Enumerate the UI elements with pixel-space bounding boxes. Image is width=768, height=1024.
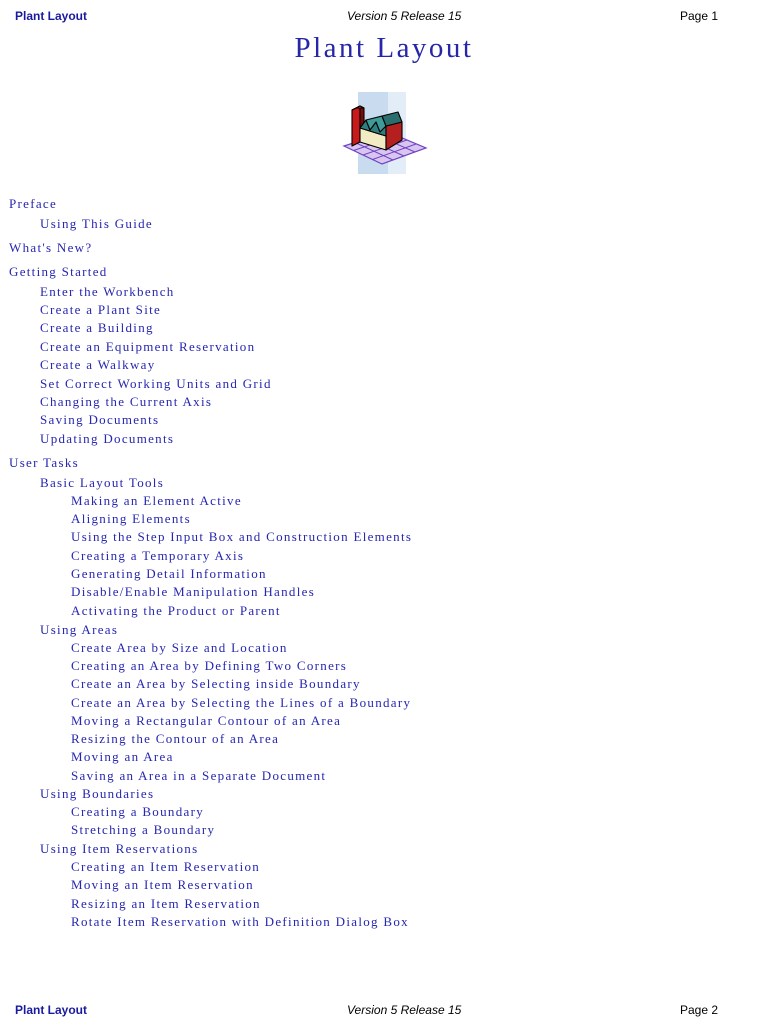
toc-link[interactable]: Moving a Rectangular Contour of an Area <box>71 713 342 728</box>
toc-link[interactable]: Aligning Elements <box>71 511 191 526</box>
toc-link[interactable]: Using Item Reservations <box>40 841 199 856</box>
toc-link[interactable]: Rotate Item Reservation with Definition Dialog Box <box>71 914 409 929</box>
toc-link[interactable]: What's New? <box>9 240 93 255</box>
document-title: Plant Layout <box>294 32 474 64</box>
toc-link[interactable]: Using Boundaries <box>40 786 155 801</box>
toc-link[interactable]: Using This Guide <box>40 216 154 231</box>
toc-link[interactable]: Create an Area by Selecting the Lines of a Boundary <box>71 695 412 710</box>
toc-link[interactable]: Creating an Area by Defining Two Corners <box>71 658 348 673</box>
toc-link[interactable]: Create Area by Size and Location <box>71 640 288 655</box>
toc-link[interactable]: Enter the Workbench <box>40 284 175 299</box>
toc-link[interactable]: Create a Building <box>40 320 154 335</box>
toc-link[interactable]: Preface <box>9 196 58 211</box>
toc-link[interactable]: Changing the Current Axis <box>40 394 213 409</box>
next-header-version: Version 5 Release 15 <box>347 1003 462 1017</box>
header-version: Version 5 Release 15 <box>347 9 462 23</box>
header-page-number: Page 1 <box>680 9 719 23</box>
toc-link[interactable]: Updating Documents <box>40 431 175 446</box>
toc-link[interactable]: Basic Layout Tools <box>40 475 165 490</box>
toc-link[interactable]: Resizing an Item Reservation <box>71 896 261 911</box>
toc-link[interactable]: Saving Documents <box>40 412 160 427</box>
toc-link[interactable]: Generating Detail Information <box>71 566 267 581</box>
header-document-title: Plant Layout <box>15 9 88 23</box>
toc-link[interactable]: Saving an Area in a Separate Document <box>71 768 327 783</box>
next-header-document-title: Plant Layout <box>15 1003 88 1017</box>
toc-link[interactable]: Create an Equipment Reservation <box>40 339 256 354</box>
toc-link[interactable]: Creating a Boundary <box>71 804 205 819</box>
plant-layout-workbench-icon <box>340 92 428 174</box>
toc-link[interactable]: User Tasks <box>9 455 79 470</box>
toc-link[interactable]: Moving an Item Reservation <box>71 877 254 892</box>
toc-link[interactable]: Create a Plant Site <box>40 302 162 317</box>
toc-link[interactable]: Create an Area by Selecting inside Boundary <box>71 676 361 691</box>
toc-link[interactable]: Creating a Temporary Axis <box>71 548 245 563</box>
next-page-header <box>0 1003 768 1023</box>
toc-link[interactable]: Getting Started <box>9 264 108 279</box>
toc-link[interactable]: Making an Element Active <box>71 493 242 508</box>
toc-link[interactable]: Activating the Product or Parent <box>71 603 281 618</box>
toc-link[interactable]: Set Correct Working Units and Grid <box>40 376 272 391</box>
toc-link[interactable]: Using Areas <box>40 622 119 637</box>
toc-link[interactable]: Using the Step Input Box and Construction Elements <box>71 529 413 544</box>
toc-link[interactable]: Resizing the Contour of an Area <box>71 731 280 746</box>
toc-link[interactable]: Moving an Area <box>71 749 174 764</box>
toc-link[interactable]: Creating an Item Reservation <box>71 859 261 874</box>
toc-link[interactable]: Create a Walkway <box>40 357 156 372</box>
next-header-page-number: Page 2 <box>680 1003 719 1017</box>
toc-link[interactable]: Disable/Enable Manipulation Handles <box>71 584 316 599</box>
page-header <box>0 9 768 29</box>
toc-link[interactable]: Stretching a Boundary <box>71 822 216 837</box>
